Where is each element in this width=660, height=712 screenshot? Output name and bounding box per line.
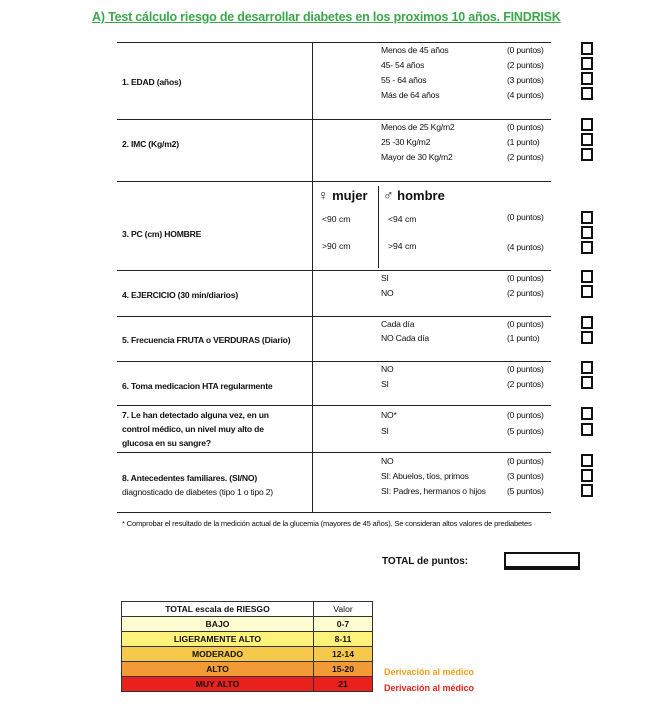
- referral-note: Derivación al médico: [384, 667, 475, 677]
- q5-option: NO Cada día: [381, 333, 429, 343]
- risk-level: ALTO: [122, 662, 314, 677]
- q6-checkbox[interactable]: [581, 376, 593, 389]
- male-label: hombre: [397, 188, 445, 203]
- risk-row: [122, 677, 373, 692]
- q2-points: (2 puntos): [507, 152, 544, 162]
- q4-option: NO: [381, 288, 394, 298]
- question-8-sublabel: diagnosticado de diabetes (tipo 1 o tipo 2): [122, 487, 273, 497]
- risk-scale-table: [121, 601, 373, 692]
- q7-checkbox[interactable]: [581, 423, 593, 436]
- q2-points: (1 punto): [507, 137, 540, 147]
- q1-points: (2 puntos): [507, 60, 544, 70]
- q7-points: (0 puntos): [507, 410, 544, 420]
- female-label: mujer: [332, 188, 368, 203]
- risk-value: 15-20: [314, 662, 373, 677]
- risk-level: MUY ALTO: [122, 677, 314, 692]
- q8-option: SI: Abuelos, tíos, primos: [381, 471, 469, 481]
- q7-option: NO*: [381, 410, 397, 420]
- q1-checkbox[interactable]: [581, 72, 593, 85]
- q7-points: (5 puntos): [507, 426, 544, 436]
- q2-option: Mayor de 30 Kg/m2: [381, 152, 453, 162]
- risk-value: 12-14: [314, 647, 373, 662]
- row-divider: [117, 361, 551, 362]
- q2-option: 25 -30 Kg/m2: [381, 137, 431, 147]
- question-6-label: 6. Toma medicacion HTA regularmente: [122, 381, 273, 391]
- q1-option: 45- 54 años: [381, 60, 425, 70]
- q1-checkbox[interactable]: [581, 42, 593, 55]
- total-input-box[interactable]: [504, 552, 580, 570]
- question-2-label: 2. IMC (Kg/m2): [122, 139, 179, 149]
- risk-row: [122, 662, 373, 677]
- pc-male-value: >94 cm: [388, 241, 417, 251]
- risk-row: [122, 617, 373, 632]
- risk-level: BAJO: [122, 617, 314, 632]
- risk-header-level: TOTAL escala de RIESGO: [122, 602, 314, 617]
- q4-checkbox[interactable]: [581, 285, 593, 298]
- q2-option: Menos de 25 Kg/m2: [381, 122, 455, 132]
- q6-points: (0 puntos): [507, 364, 544, 374]
- q8-checkbox[interactable]: [581, 484, 593, 497]
- q8-checkbox[interactable]: [581, 469, 593, 482]
- q8-points: (3 puntos): [507, 471, 544, 481]
- q4-points: (0 puntos): [507, 273, 544, 283]
- q6-checkbox[interactable]: [581, 361, 593, 374]
- pc-female-value: >90 cm: [322, 241, 351, 251]
- q1-checkbox[interactable]: [581, 87, 593, 100]
- q3-checkbox[interactable]: [581, 241, 593, 254]
- female-icon: ♀: [318, 187, 329, 203]
- risk-row: [122, 632, 373, 647]
- q6-option: SI: [381, 379, 389, 389]
- q1-option: 55 - 64 años: [381, 75, 427, 85]
- question-7-line: glucosa en su sangre?: [122, 438, 211, 448]
- q5-points: (1 punto): [507, 333, 540, 343]
- q6-points: (2 puntos): [507, 379, 544, 389]
- q8-points: (5 puntos): [507, 486, 544, 496]
- q8-option: NO: [381, 456, 394, 466]
- male-header: [383, 187, 445, 203]
- risk-value: 21: [314, 677, 373, 692]
- row-divider: [117, 270, 551, 271]
- q4-checkbox[interactable]: [581, 270, 593, 283]
- q6-option: NO: [381, 364, 394, 374]
- question-7-line: 7. Le han detectado alguna vez, en un: [122, 410, 269, 420]
- row-divider: [117, 181, 551, 182]
- question-7-line: control médico, un nivel muy alto de: [122, 424, 264, 434]
- q1-checkbox[interactable]: [581, 57, 593, 70]
- q1-points: (4 puntos): [507, 90, 544, 100]
- question-8-title: 8. Antecedentes familiares. (SI/NO): [122, 473, 258, 483]
- q2-checkbox[interactable]: [581, 148, 593, 161]
- female-header: [318, 187, 368, 203]
- q5-points: (0 puntos): [507, 319, 544, 329]
- q3-checkbox[interactable]: [581, 211, 593, 224]
- question-4-label: 4. EJERCICIO (30 min/diarios): [122, 290, 238, 300]
- q8-points: (0 puntos): [507, 456, 544, 466]
- referral-note: Derivación al médico: [384, 683, 475, 693]
- row-divider: [117, 119, 551, 120]
- q2-points: (0 puntos): [507, 122, 544, 132]
- question-5-label: 5. Frecuencia FRUTA o VERDURAS (Diario): [122, 335, 291, 345]
- q5-checkbox[interactable]: [581, 316, 593, 329]
- question-3-label: 3. PC (cm) HOMBRE: [122, 229, 202, 239]
- risk-level: LIGERAMENTE ALTO: [122, 632, 314, 647]
- q3-checkbox[interactable]: [581, 226, 593, 239]
- footnote: * Comprobar el resultado de la medición actual de la glucemia (mayores de 45 años). Se consideran altos valores de prediabetes: [122, 519, 532, 528]
- q5-option: Cada día: [381, 319, 415, 329]
- q3-points: (4 puntos): [507, 242, 544, 252]
- risk-value: 0-7: [314, 617, 373, 632]
- q1-points: (3 puntos): [507, 75, 544, 85]
- page-title: A) Test cálculo riesgo de desarrollar diabetes en los proximos 10 años. FINDRISK: [92, 10, 561, 24]
- q2-checkbox[interactable]: [581, 118, 593, 131]
- q4-points: (2 puntos): [507, 288, 544, 298]
- q1-option: Más de 64 años: [381, 90, 440, 100]
- table-bottom-border: [117, 512, 551, 513]
- q8-option: SI: Padres, hermanos o hijos: [381, 486, 486, 496]
- pc-male-value: <94 cm: [388, 214, 417, 224]
- q8-checkbox[interactable]: [581, 454, 593, 467]
- question-1-label: 1. EDAD (años): [122, 77, 182, 87]
- q1-points: (0 puntos): [507, 45, 544, 55]
- male-icon: ♂: [383, 187, 394, 203]
- risk-value: 8-11: [314, 632, 373, 647]
- risk-header-value: Valor: [314, 602, 373, 617]
- gender-divider: [378, 186, 379, 268]
- q2-checkbox[interactable]: [581, 133, 593, 146]
- table-top-border: [117, 42, 551, 43]
- row-divider: [117, 452, 551, 453]
- row-divider: [117, 405, 551, 406]
- q4-option: SI: [381, 273, 389, 283]
- q3-points: (0 puntos): [507, 212, 544, 222]
- risk-level: MODERADO: [122, 647, 314, 662]
- column-divider: [312, 42, 313, 512]
- q1-option: Menos de 45 años: [381, 45, 449, 55]
- risk-row: [122, 647, 373, 662]
- q5-checkbox[interactable]: [581, 331, 593, 344]
- row-divider: [117, 316, 551, 317]
- total-label: TOTAL de puntos:: [382, 556, 469, 567]
- pc-female-value: <90 cm: [322, 214, 351, 224]
- question-8-label: [122, 471, 273, 499]
- q7-checkbox[interactable]: [581, 407, 593, 420]
- q7-option: SI: [381, 426, 389, 436]
- question-7-label: [122, 408, 269, 450]
